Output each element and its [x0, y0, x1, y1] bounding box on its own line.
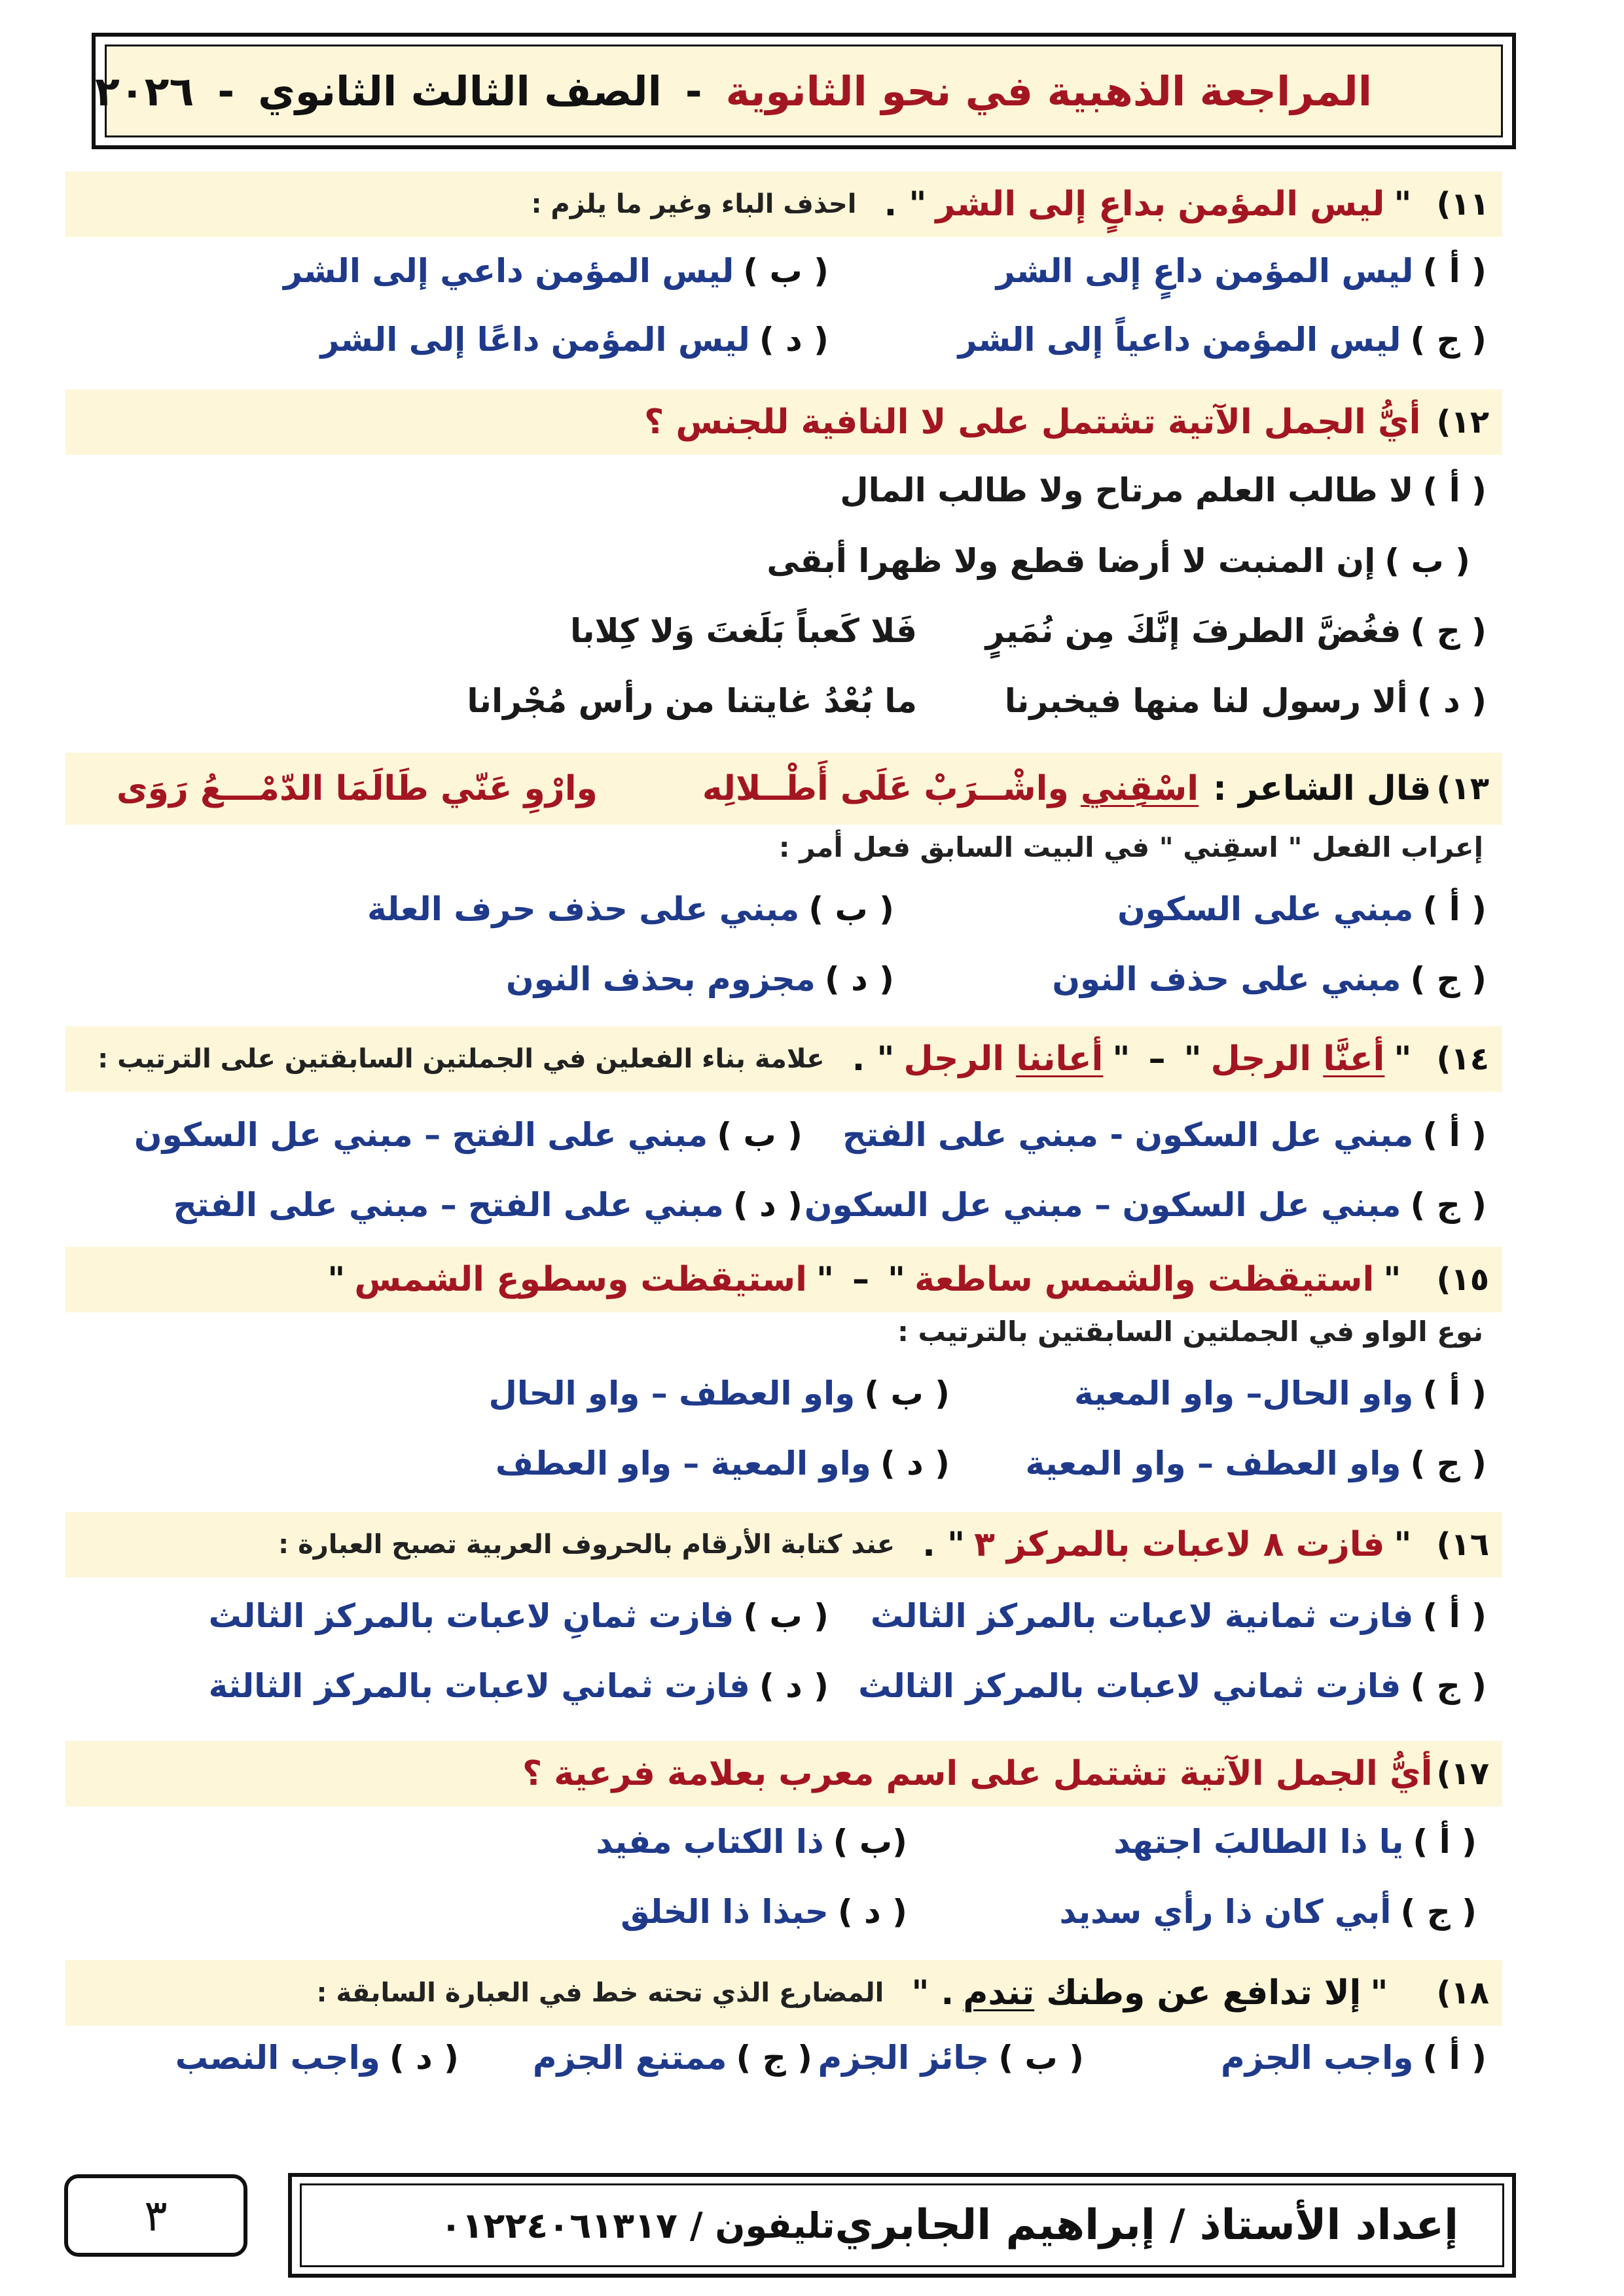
- option-d[interactable]: [320, 321, 829, 359]
- option-a[interactable]: [842, 1116, 1487, 1154]
- option-text: فازت ثمانية لاعبات بالمركز الثالث: [870, 1597, 1414, 1635]
- option-text: واجب النصب: [175, 2039, 380, 2077]
- underlined-word: أعنَّا: [1323, 1039, 1385, 1079]
- quote-mark: ": [1394, 1525, 1412, 1564]
- question-number: ١٢): [1436, 404, 1489, 440]
- option-label: ( ج ): [736, 2039, 812, 2077]
- option-label: ( د ): [759, 1667, 829, 1705]
- option-label: ( ب ): [743, 1597, 829, 1635]
- option-label: ( د ): [837, 1893, 907, 1931]
- quote-mark: ": [327, 1260, 346, 1299]
- option-label: ( د ): [732, 1186, 803, 1224]
- option-text: مبني عل السكون – مبني عل السكون: [804, 1186, 1401, 1224]
- option-label: ( ج ): [1410, 960, 1487, 998]
- option-label: ( د ): [389, 2039, 459, 2077]
- question-sentence: ليس المؤمن بداعٍ إلى الشر: [935, 185, 1385, 224]
- option-b[interactable]: [209, 1597, 829, 1635]
- sentence-text: الرجل: [903, 1039, 1017, 1079]
- question-number: ١١): [1436, 186, 1489, 223]
- option-label: ( أ ): [1422, 2039, 1487, 2077]
- option-b[interactable]: [367, 890, 894, 928]
- question-number: ١٨): [1436, 1975, 1489, 2011]
- option-c[interactable]: [1060, 1893, 1477, 1931]
- option-text: فازت ثماني لاعبات بالمركز الثالثة: [208, 1667, 750, 1705]
- option-text: واو العطف – واو المعية: [1025, 1444, 1401, 1482]
- verse-first-hemistich: [702, 769, 1199, 808]
- option-label: ( ج ): [1410, 1667, 1487, 1705]
- option-text: جائز الجزم: [818, 2039, 990, 2077]
- option-label: ( ب ): [717, 1116, 803, 1154]
- option-b[interactable]: [818, 2039, 1084, 2077]
- quote-mark: ": [1394, 1039, 1412, 1079]
- header-title: المراجعة الذهبية في نحو الثانوية: [725, 67, 1372, 115]
- option-text: واو المعية – واو العطف: [495, 1444, 871, 1482]
- question-text: أيُّ الجمل الآتية تشتمل على لا النافية للجنس ؟: [644, 403, 1421, 442]
- option-d[interactable]: [621, 1893, 907, 1931]
- phone-number: تليفون / ٠١٢٢٤٠٦١٣١٧: [440, 2204, 835, 2246]
- option-text: فازت ثمانِ لاعبات بالمركز الثالث: [208, 1597, 734, 1635]
- option-label: ( ب ): [998, 2039, 1084, 2077]
- question-number: ١٣): [1436, 770, 1489, 807]
- option-label: ( أ ): [1413, 1823, 1477, 1861]
- quote-mark: " .: [852, 1039, 895, 1079]
- option-label: ( ج ): [1400, 1893, 1477, 1931]
- underlined-word: أعاننا: [1016, 1039, 1104, 1079]
- option-label: ( أ ): [1422, 1374, 1487, 1412]
- option-label: ( ج ): [1410, 1186, 1487, 1224]
- quote-mark: ": [1370, 1973, 1388, 2013]
- question-instruction: عند كتابة الأرقام بالحروف العربية تصبح العبارة :: [278, 1530, 895, 1560]
- option-d-hemistich-2: [467, 682, 917, 720]
- option-text: مبني على الفتح – مبني عل السكون: [134, 1116, 708, 1154]
- page-footer: [300, 2183, 1504, 2267]
- quote-mark: " .: [884, 185, 927, 224]
- option-label: ( د ): [824, 960, 894, 998]
- option-text: ليس المؤمن داعياً إلى الشر: [958, 321, 1401, 359]
- option-text: مبني عل السكون - مبني على الفتح: [842, 1116, 1414, 1154]
- option-b[interactable]: [596, 1823, 907, 1861]
- option-label: ( أ ): [1422, 1597, 1487, 1635]
- option-text: مبني على حذف النون: [1052, 960, 1401, 998]
- option-text: أبي كان ذا رأي سديد: [1059, 1893, 1392, 1931]
- sentence-1: استيقظت والشمس ساطعة: [914, 1260, 1375, 1299]
- quote-mark: ": [1383, 1260, 1401, 1299]
- option-label: ( أ ): [1422, 1116, 1487, 1154]
- sentence-2: استيقظت وسطوع الشمس: [354, 1260, 807, 1299]
- option-label: ( ب ): [1384, 542, 1470, 580]
- option-text: حبذا ذا الخلق: [621, 1893, 829, 1931]
- option-text: واو العطف – واو الحال: [488, 1374, 856, 1412]
- header-separator-1: -: [685, 67, 702, 115]
- option-label: ( د ): [880, 1444, 950, 1482]
- option-text: ليس المؤمن داعي إلى الشر: [283, 252, 734, 290]
- question-number: ١٧): [1436, 1755, 1489, 1792]
- quote-mark: " .: [922, 1525, 965, 1564]
- option-label: ( أ ): [1422, 252, 1487, 290]
- option-c[interactable]: [858, 1667, 1487, 1705]
- underlined-word: تندم: [963, 1973, 1035, 2013]
- option-a[interactable]: [1074, 1374, 1487, 1412]
- option-c[interactable]: [958, 321, 1487, 359]
- option-label: ( ب ): [808, 890, 894, 928]
- option-label: ( أ ): [1422, 471, 1487, 509]
- verse-text: واشْــرَبْ عَلَى أَطْــلالِه: [702, 769, 1081, 808]
- question-15: [65, 1247, 1502, 1312]
- option-text: واو الحال– واو المعية: [1074, 1374, 1414, 1412]
- dash: –: [852, 1260, 870, 1299]
- header-year: ٢٠٢٦: [94, 67, 194, 115]
- option-text: مبني على السكون: [1117, 890, 1414, 928]
- option-text: فغُضَّ الطرفَ إنَّكَ مِن نُمَيرٍ: [985, 612, 1401, 650]
- author-credit: إعداد الأستاذ / إبراهيم الجابري: [835, 2201, 1458, 2250]
- option-c[interactable]: [804, 1186, 1487, 1224]
- quote-mark: ": [1112, 1039, 1130, 1079]
- sentence-text: الرجل: [1210, 1039, 1324, 1079]
- question-14: [65, 1026, 1502, 1092]
- option-text: لا طالب العلم مرتاح ولا طالب المال: [840, 471, 1414, 509]
- option-label: ( ج ): [1410, 321, 1487, 359]
- option-c-hemistich-2: [570, 612, 917, 650]
- option-text: فَلا كَعباً بَلَغتَ وَلا كِلابا: [569, 612, 917, 650]
- option-text: ليس المؤمن داعًا إلى الشر: [320, 321, 750, 359]
- option-text: ليس المؤمن داعٍ إلى الشر: [996, 252, 1414, 290]
- quote-mark: . ": [911, 1973, 954, 2013]
- question-17: [65, 1741, 1502, 1806]
- underlined-word: اسْقِني: [1080, 769, 1199, 808]
- question-prefix: قال الشاعر :: [1213, 769, 1432, 808]
- question-11: [65, 171, 1502, 237]
- option-b[interactable]: [489, 1374, 950, 1412]
- page-number: ٣: [64, 2174, 247, 2257]
- option-d[interactable]: [209, 1667, 829, 1705]
- verse-second-hemistich: وارْوِ عَنّي طَالَمَا الدّمْـــعُ رَوَى: [116, 769, 598, 808]
- option-c[interactable]: [533, 2039, 812, 2077]
- option-d[interactable]: [175, 2039, 459, 2077]
- sentence-1: [1211, 1039, 1385, 1079]
- option-text: ألا رسول لنا منها فيخبرنا: [1004, 682, 1408, 720]
- option-label: ( د ): [1416, 682, 1487, 720]
- option-text: إن المنبت لا أرضا قطع ولا ظهرا أبقى: [767, 542, 1376, 580]
- option-label: ( د ): [759, 321, 829, 359]
- option-b[interactable]: [767, 542, 1470, 580]
- option-a[interactable]: [1113, 1823, 1477, 1861]
- option-b[interactable]: [134, 1116, 803, 1154]
- option-text: يا ذا الطالبَ اجتهد: [1113, 1823, 1404, 1861]
- option-d[interactable]: [496, 1444, 950, 1482]
- question-instruction: علامة بناء الفعلين في الجملتين السابقتين على الترتيب :: [98, 1044, 825, 1074]
- option-b[interactable]: [283, 252, 829, 290]
- quote-mark: ": [1394, 185, 1412, 224]
- option-label: ( ج ): [1410, 1444, 1487, 1482]
- header-grade: الصف الثالث الثانوي: [258, 67, 662, 115]
- option-text: مجزوم بحذف النون: [506, 960, 816, 998]
- sentence-text: إلا تدافع عن وطنك: [1034, 1973, 1362, 2013]
- question-13: [65, 753, 1502, 825]
- option-text: فازت ثماني لاعبات بالمركز الثالث: [858, 1667, 1401, 1705]
- option-text: مبني على الفتح – مبني على الفتح: [173, 1186, 724, 1224]
- question-sentence: فازت ٨ لاعبات بالمركز ٣: [974, 1525, 1385, 1564]
- option-c[interactable]: [1025, 1444, 1487, 1482]
- option-a[interactable]: [840, 471, 1487, 509]
- option-a[interactable]: [996, 252, 1487, 290]
- question-instruction: احذف الباء وغير ما يلزم :: [531, 189, 857, 219]
- option-d[interactable]: [173, 1186, 803, 1224]
- question-instruction: المضارع الذي تحته خط في العبارة السابقة :: [316, 1978, 884, 2008]
- question-subline: إعراب الفعل " اسقِني " في البيت السابق فعل أمر :: [778, 831, 1483, 863]
- option-label: ( ب ): [864, 1374, 950, 1412]
- option-a[interactable]: [1221, 2039, 1487, 2077]
- question-number: ١٤): [1436, 1041, 1489, 1077]
- question-text: أيُّ الجمل الآتية تشتمل على اسم معرب بعلامة فرعية ؟: [522, 1754, 1433, 1793]
- option-label: ( ج ): [1410, 612, 1487, 650]
- sentence-2: [904, 1039, 1104, 1079]
- option-text: مبني على حذف حرف العلة: [367, 890, 800, 928]
- question-12: [65, 389, 1502, 455]
- option-text: ذا الكتاب مفيد: [596, 1823, 824, 1861]
- question-16: [65, 1512, 1502, 1577]
- question-18: [65, 1960, 1502, 2026]
- question-number: ١٥): [1436, 1261, 1489, 1298]
- option-d[interactable]: [1005, 682, 1487, 720]
- question-subline: نوع الواو في الجملتين السابقتين بالترتيب :: [897, 1316, 1483, 1348]
- quote-mark: ": [888, 1260, 906, 1299]
- option-label: ( ب ): [743, 252, 829, 290]
- option-a[interactable]: [871, 1597, 1487, 1635]
- header-separator-2: -: [217, 67, 235, 115]
- quote-mark: ": [1183, 1039, 1202, 1079]
- dash: –: [1148, 1039, 1166, 1079]
- option-label: (ب ): [833, 1823, 907, 1861]
- option-a[interactable]: [1117, 890, 1487, 928]
- page-header: [94, 45, 1503, 137]
- option-label: ( أ ): [1422, 890, 1487, 928]
- option-c[interactable]: [1052, 960, 1487, 998]
- option-d[interactable]: [506, 960, 894, 998]
- option-text: ما بُعْدُ غايتنا من رأس مُجْرانا: [467, 682, 917, 720]
- option-text: واجب الجزم: [1221, 2039, 1414, 2077]
- option-c[interactable]: [986, 612, 1487, 650]
- quote-mark: ": [816, 1260, 835, 1299]
- option-text: ممتنع الجزم: [532, 2039, 727, 2077]
- question-number: ١٦): [1436, 1526, 1489, 1563]
- question-sentence: [963, 1973, 1361, 2013]
